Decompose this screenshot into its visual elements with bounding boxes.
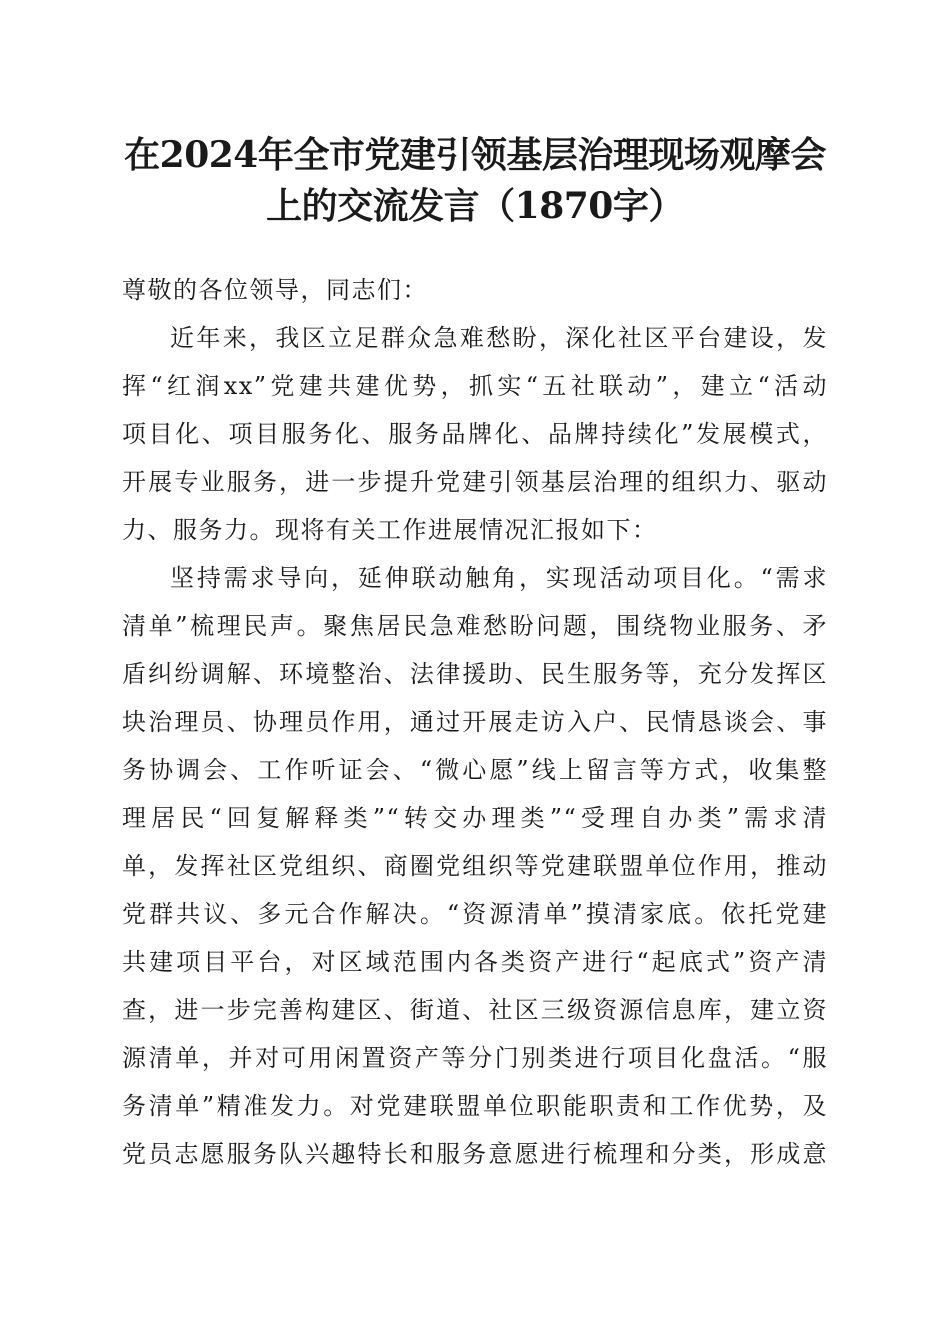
paragraph-line: 查，进一步完善构建区、街道、社区三级资源信息库，建立资	[122, 996, 828, 1024]
title-line: 在2024年全市党建引领基层治理现场观摩会	[124, 134, 826, 176]
document-body	[122, 266, 828, 1178]
paragraph-line: 共建项目平台，对区域范围内各类资产进行“起底式”资产清	[122, 948, 828, 976]
paragraph-line: 块治理员、协理员作用，通过开展走访入户、民情恳谈会、事	[122, 708, 828, 736]
paragraph-line: 清单”梳理民声。聚焦居民急难愁盼问题，围绕物业服务、矛	[122, 612, 828, 640]
paragraph-line: 源清单，并对可用闲置资产等分门别类进行项目化盘活。“服	[122, 1044, 828, 1072]
paragraph-line: 理居民“回复解释类”“转交办理类”“受理自办类”需求清	[122, 804, 828, 832]
salutation: 尊敬的各位领导，同志们：	[122, 276, 428, 304]
paragraph-line: 项目化、项目服务化、服务品牌化、品牌持续化”发展模式，	[122, 420, 828, 448]
paragraph-line: 近年来，我区立足群众急难愁盼，深化社区平台建设，发	[170, 324, 828, 352]
paragraph-line: 挥“红润xx”党建共建优势，抓实“五社联动”，建立“活动	[122, 372, 828, 400]
paragraph-line: 力、服务力。现将有关工作进展情况汇报如下：	[122, 516, 658, 544]
paragraph-line: 务清单”精准发力。对党建联盟单位职能职责和工作优势，及	[122, 1092, 828, 1120]
paragraph-line: 党群共议、多元合作解决。“资源清单”摸清家底。依托党建	[122, 900, 828, 928]
paragraph-line: 务协调会、工作听证会、“微心愿”线上留言等方式，收集整	[122, 756, 828, 784]
document-title	[100, 130, 850, 232]
paragraph-line: 坚持需求导向，延伸联动触角，实现活动项目化。“需求	[170, 564, 828, 592]
paragraph-line: 单，发挥社区党组织、商圈党组织等党建联盟单位作用，推动	[122, 852, 828, 880]
paragraph-line: 党员志愿服务队兴趣特长和服务意愿进行梳理和分类，形成意	[122, 1140, 828, 1168]
paragraph-line: 盾纠纷调解、环境整治、法律援助、民生服务等，充分发挥区	[122, 660, 828, 688]
title-line: 上的交流发言（1870字）	[266, 185, 684, 227]
paragraph-line: 开展专业服务，进一步提升党建引领基层治理的组织力、驱动	[122, 468, 828, 496]
